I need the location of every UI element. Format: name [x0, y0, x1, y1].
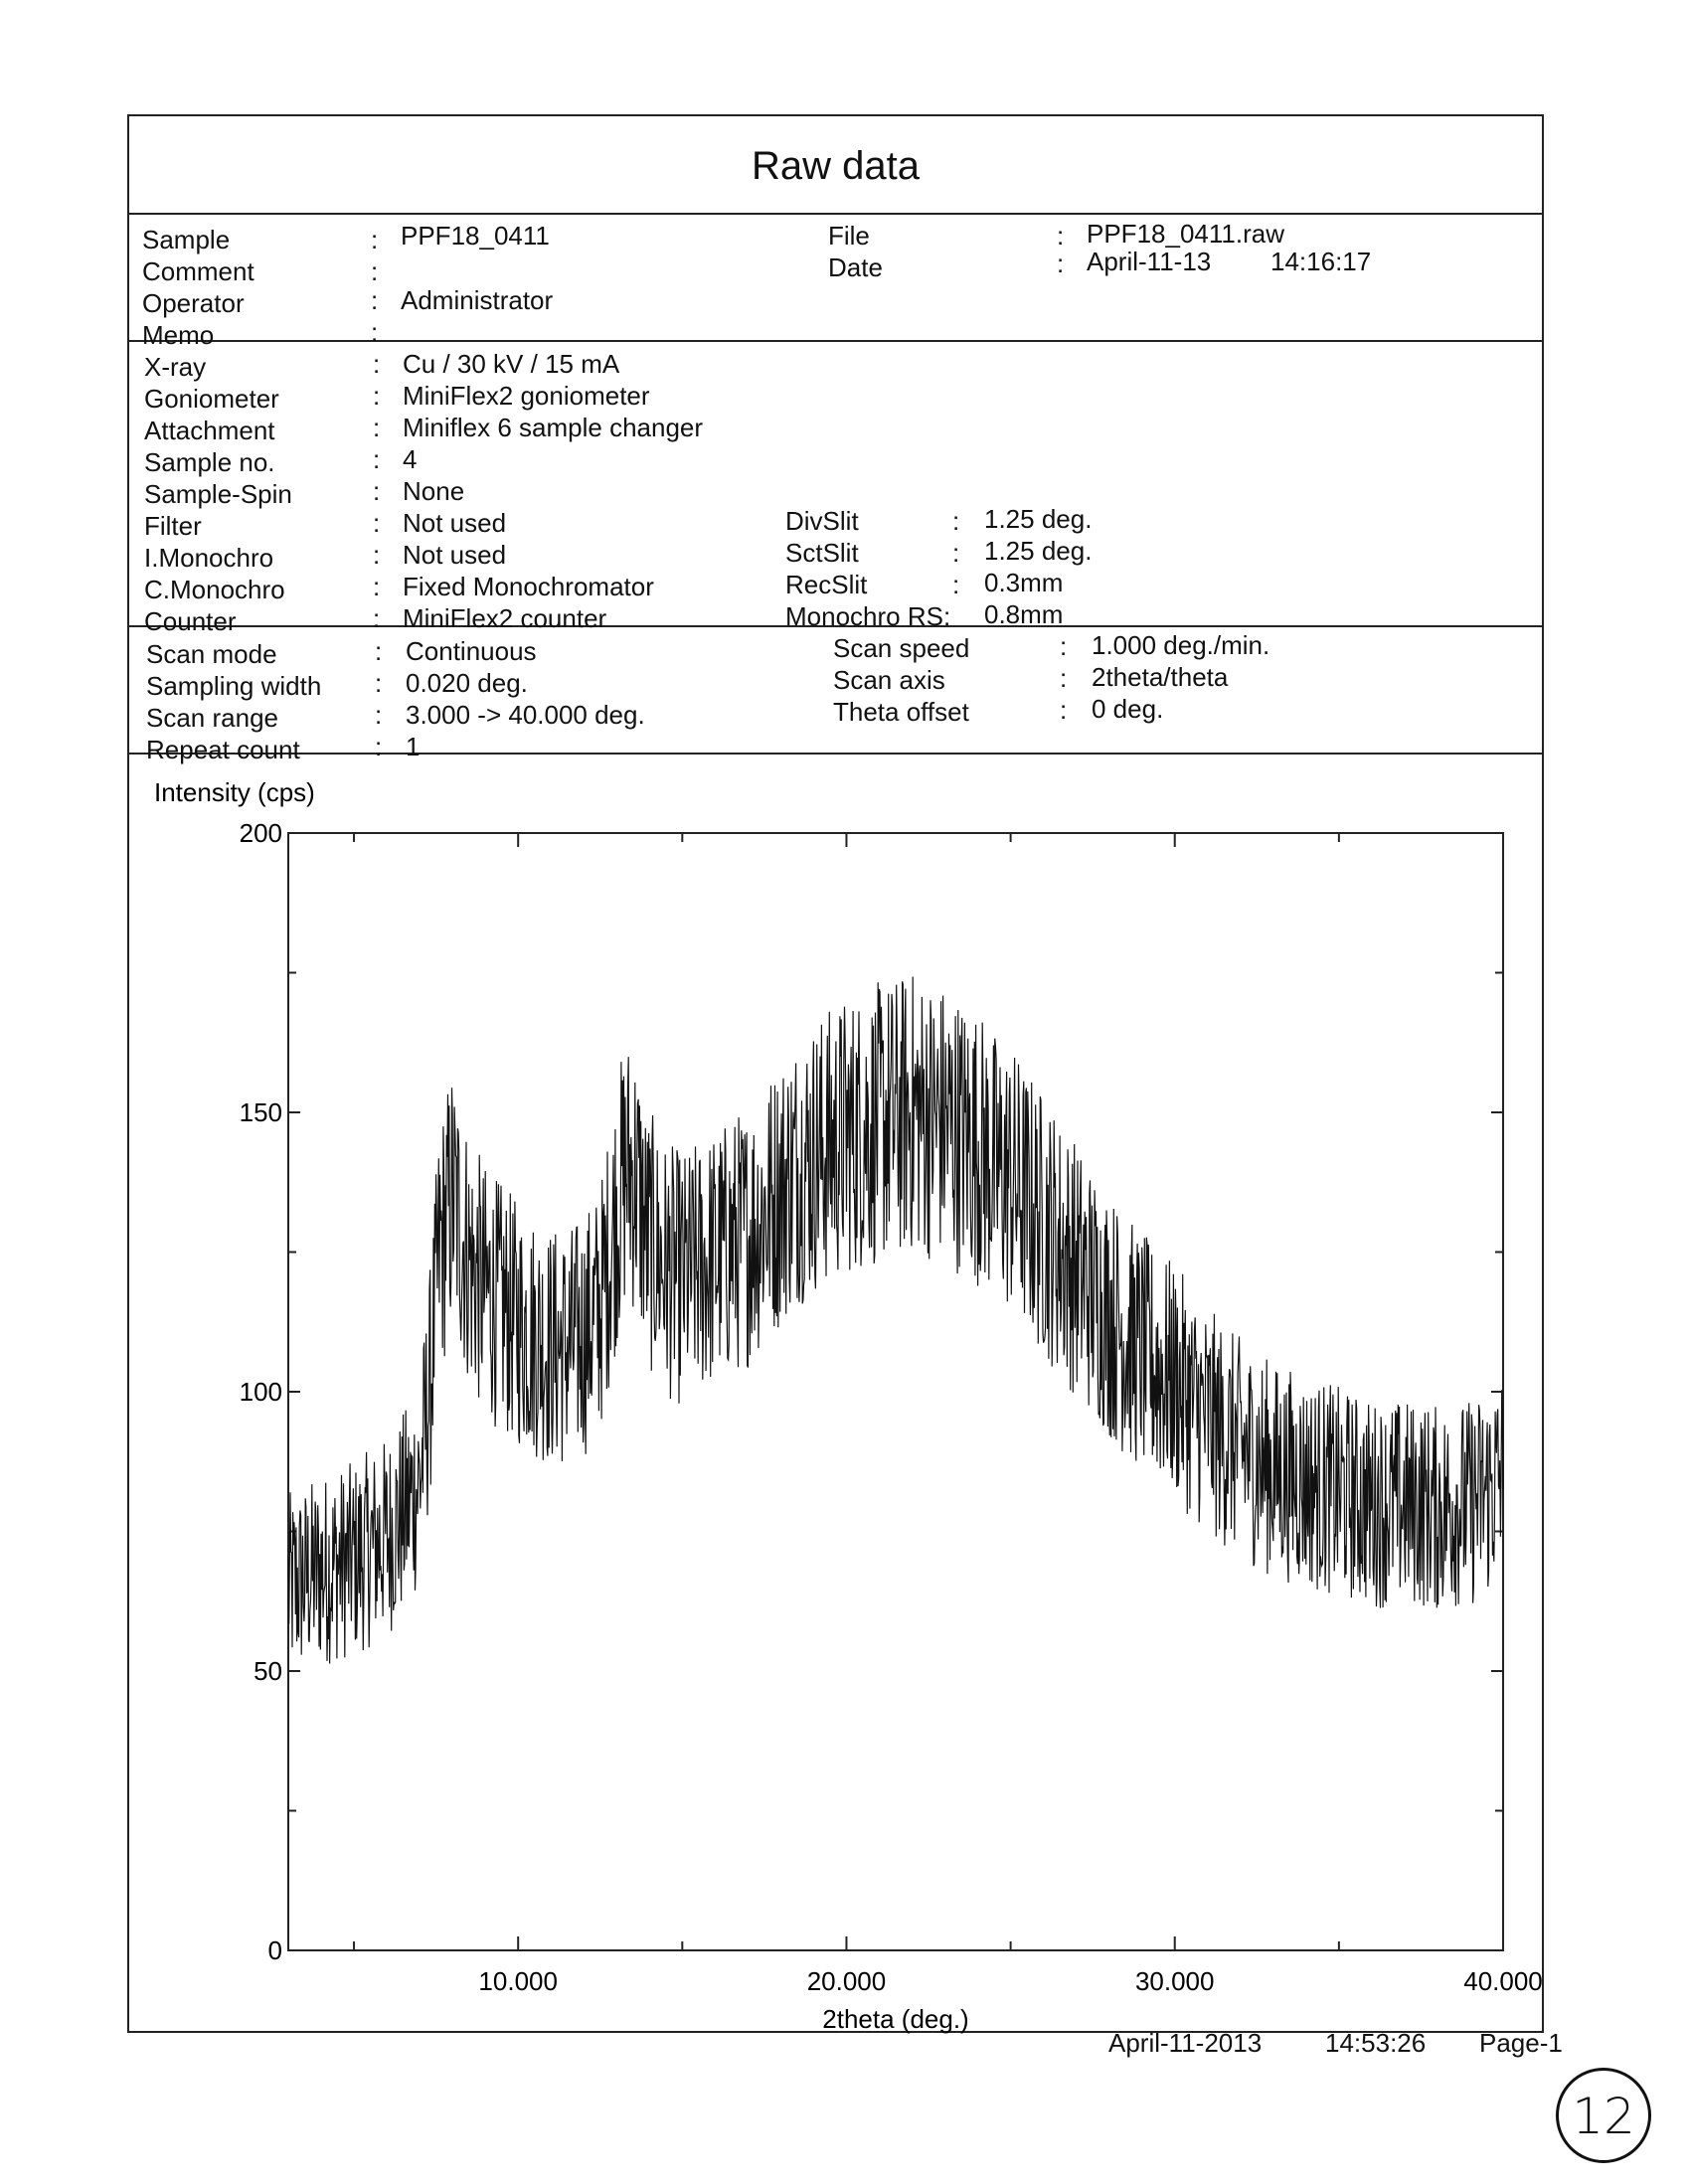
- spin-value: None: [403, 476, 465, 506]
- theta-offset-value: 0 deg.: [1092, 694, 1164, 724]
- monors-value: 0.8mm: [984, 599, 1064, 629]
- scan-axis-label: Scan axis: [833, 665, 945, 695]
- x-tick-label: 30.000: [1134, 1966, 1215, 1996]
- operator-value: Administrator: [401, 285, 554, 315]
- sctslit-value: 1.25 deg.: [984, 536, 1093, 566]
- y-tick-label: 0: [267, 1935, 282, 1965]
- monors-label: Monochro RS:: [785, 601, 951, 631]
- goniometer-label: Goniometer: [144, 384, 279, 414]
- repeat-count-label: Repeat count: [146, 735, 300, 764]
- colon: :: [375, 700, 383, 730]
- handwritten-page-number: 12: [1556, 2068, 1651, 2163]
- scan-mode-value: Continuous: [406, 636, 537, 666]
- colon: :: [371, 317, 379, 347]
- colon: :: [373, 603, 381, 633]
- attachment-value: Miniflex 6 sample changer: [403, 413, 704, 442]
- scan-axis-value: 2theta/theta: [1092, 662, 1229, 692]
- imono-value: Not used: [403, 540, 507, 570]
- y-tick-label: 150: [239, 1097, 282, 1127]
- colon: :: [952, 506, 960, 536]
- colon: :: [371, 285, 379, 315]
- colon: :: [375, 732, 383, 761]
- sampling-width-label: Sampling width: [146, 671, 322, 701]
- x-tick-label: 20.000: [806, 1966, 887, 1996]
- colon: :: [375, 636, 383, 666]
- scan-mode-label: Scan mode: [146, 639, 277, 669]
- operator-label: Operator: [142, 288, 245, 318]
- comment-label: Comment: [142, 256, 254, 286]
- time-value: 14:16:17: [1270, 247, 1372, 276]
- colon: :: [375, 668, 383, 698]
- goniometer-value: MiniFlex2 goniometer: [403, 381, 650, 411]
- colon: :: [373, 349, 381, 379]
- sampling-width-value: 0.020 deg.: [406, 668, 528, 698]
- imono-label: I.Monochro: [144, 543, 274, 573]
- colon: :: [952, 538, 960, 568]
- counter-label: Counter: [144, 606, 237, 636]
- colon: :: [373, 508, 381, 538]
- recslit-label: RecSlit: [785, 570, 868, 599]
- cmono-label: C.Monochro: [144, 575, 285, 604]
- colon: :: [371, 256, 379, 286]
- colon: :: [952, 570, 960, 599]
- recslit-value: 0.3mm: [984, 568, 1064, 597]
- x-tick-label: 40.000: [1463, 1966, 1543, 1996]
- colon: :: [1057, 249, 1065, 278]
- counter-value: MiniFlex2 counter: [403, 603, 607, 633]
- footer-page: Page-1: [1479, 2028, 1563, 2058]
- x-tick-label: 10.000: [478, 1966, 558, 1996]
- colon: :: [1057, 221, 1065, 251]
- colon: :: [373, 413, 381, 442]
- colon: :: [373, 572, 381, 601]
- date-label: Date: [828, 252, 883, 282]
- attachment-label: Attachment: [144, 416, 275, 445]
- file-value: PPF18_0411.raw: [1087, 219, 1284, 249]
- report-title: Raw data: [752, 144, 920, 188]
- colon: :: [373, 444, 381, 474]
- y-tick-label: 200: [239, 818, 282, 848]
- sample-no-value: 4: [403, 444, 418, 474]
- sample-value: PPF18_0411: [401, 221, 550, 251]
- filter-value: Not used: [403, 508, 507, 538]
- colon: :: [373, 381, 381, 411]
- scan-speed-label: Scan speed: [833, 633, 970, 663]
- sample-no-label: Sample no.: [144, 447, 275, 477]
- file-label: File: [828, 221, 870, 251]
- footer-time: 14:53:26: [1325, 2028, 1427, 2058]
- theta-offset-label: Theta offset: [833, 697, 969, 727]
- cmono-value: Fixed Monochromator: [403, 572, 654, 601]
- y-axis-label: Intensity (cps): [154, 777, 315, 807]
- xray-label: X-ray: [144, 352, 207, 382]
- x-axis-label: 2theta (deg.): [822, 2004, 969, 2034]
- xray-value: Cu / 30 kV / 15 mA: [403, 349, 620, 379]
- memo-label: Memo: [142, 320, 215, 350]
- series-line: [288, 977, 1503, 1664]
- y-tick-label: 100: [239, 1377, 282, 1407]
- colon: :: [373, 540, 381, 570]
- y-tick-label: 50: [254, 1656, 282, 1686]
- filter-label: Filter: [144, 511, 202, 541]
- scan-range-label: Scan range: [146, 703, 278, 733]
- footer-date: April-11-2013: [1108, 2028, 1263, 2058]
- colon: :: [1060, 631, 1068, 661]
- date-value: April-11-13: [1087, 247, 1212, 276]
- colon: :: [373, 476, 381, 506]
- divslit-value: 1.25 deg.: [984, 504, 1093, 534]
- colon: :: [371, 225, 379, 254]
- scan-speed-value: 1.000 deg./min.: [1092, 630, 1270, 660]
- sample-label: Sample: [142, 225, 231, 254]
- sctslit-label: SctSlit: [785, 538, 859, 568]
- colon: :: [1060, 695, 1068, 725]
- spin-label: Sample-Spin: [144, 479, 292, 509]
- repeat-count-value: 1: [406, 732, 421, 761]
- scan-range-value: 3.000 -> 40.000 deg.: [406, 700, 645, 730]
- divslit-label: DivSlit: [785, 506, 859, 536]
- colon: :: [1060, 663, 1068, 693]
